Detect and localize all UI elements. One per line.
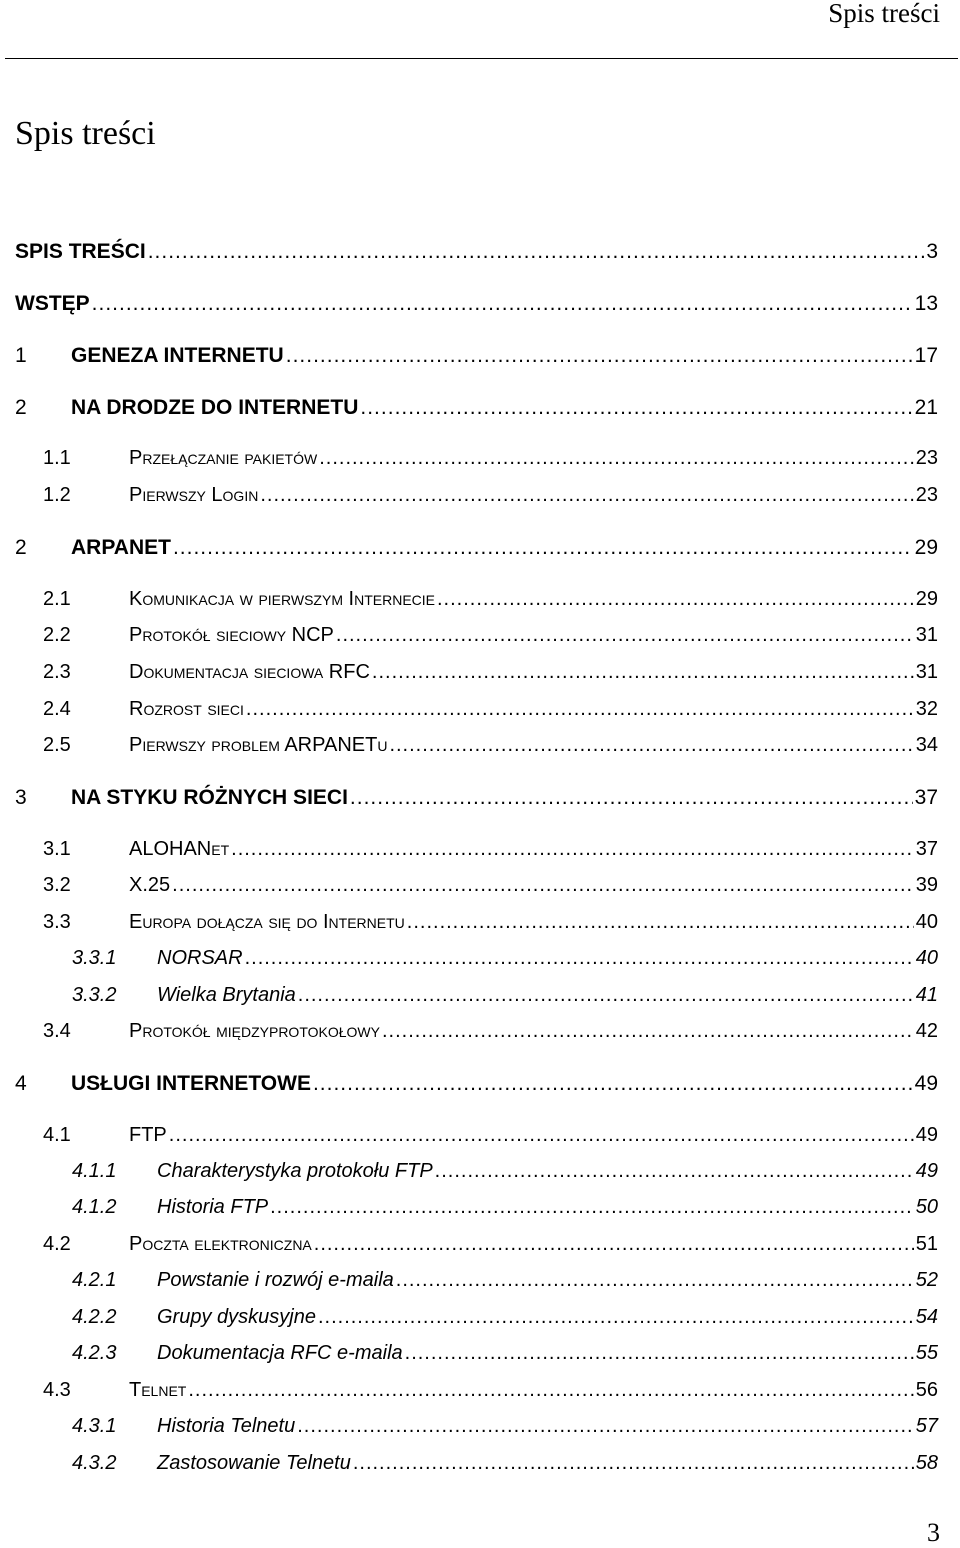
dot-leader bbox=[246, 698, 914, 721]
toc-entry-number: 1 bbox=[15, 344, 27, 367]
dot-leader bbox=[435, 1160, 914, 1183]
toc-entry-number: 4.2.1 bbox=[72, 1269, 117, 1291]
toc-entry-title: Pierwszy problem ARPANETu bbox=[129, 734, 388, 756]
toc-entry[interactable] bbox=[15, 874, 938, 904]
dot-leader bbox=[173, 536, 913, 560]
toc-entry-title: SPIS TREŚCI bbox=[15, 240, 146, 263]
toc-entry-number: 3.3.2 bbox=[72, 984, 117, 1006]
dot-leader bbox=[319, 447, 914, 470]
toc-entry-page: 29 bbox=[914, 536, 938, 559]
toc-entry[interactable] bbox=[15, 588, 938, 618]
dot-leader bbox=[231, 838, 914, 861]
toc-entry[interactable] bbox=[15, 396, 938, 426]
toc-entry-number: 4.3.1 bbox=[72, 1415, 117, 1437]
toc-entry[interactable] bbox=[15, 698, 938, 728]
toc-entry-page: 31 bbox=[915, 624, 938, 646]
toc-entry-number: 3.2 bbox=[43, 874, 71, 896]
toc-entry-title: Dokumentacja RFC e-maila bbox=[157, 1342, 403, 1364]
toc-entry[interactable] bbox=[15, 1415, 938, 1445]
toc-entry-title: Powstanie i rozwój e-maila bbox=[157, 1269, 394, 1291]
page-number: 3 bbox=[927, 1518, 940, 1547]
dot-leader bbox=[270, 1196, 914, 1219]
toc-entry-number: 2.4 bbox=[43, 698, 71, 720]
dot-leader bbox=[396, 1269, 914, 1292]
toc-entry-number: 1.2 bbox=[43, 484, 71, 506]
toc-entry[interactable] bbox=[15, 1196, 938, 1226]
dot-leader bbox=[437, 588, 914, 611]
toc-entry-page: 50 bbox=[915, 1196, 938, 1218]
toc-entry-page: 31 bbox=[915, 661, 938, 683]
dot-leader bbox=[169, 1124, 914, 1147]
toc-entry-title: NA STYKU RÓŻNYCH SIECI bbox=[71, 786, 348, 809]
dot-leader bbox=[336, 624, 914, 647]
dot-leader bbox=[389, 734, 913, 757]
toc-entry[interactable] bbox=[15, 1306, 938, 1336]
toc-entry[interactable] bbox=[15, 1020, 938, 1050]
toc-entry[interactable] bbox=[15, 536, 938, 566]
dot-leader bbox=[407, 911, 914, 934]
toc-entry-title: Przełączanie pakietów bbox=[129, 447, 318, 469]
toc-entry-page: 21 bbox=[914, 396, 938, 419]
toc-entry[interactable] bbox=[15, 1379, 938, 1409]
toc-entry-page: 23 bbox=[915, 484, 938, 506]
toc-entry-page: 40 bbox=[915, 947, 938, 969]
toc-entry[interactable] bbox=[15, 1452, 938, 1482]
dot-leader bbox=[313, 1072, 913, 1096]
toc-entry-page: 37 bbox=[914, 786, 938, 809]
toc-entry-page: 23 bbox=[915, 447, 938, 469]
toc-entry-number: 2 bbox=[15, 396, 27, 419]
toc-entry-number: 3.3 bbox=[43, 911, 71, 933]
toc-entry[interactable] bbox=[15, 447, 938, 477]
toc-entry-page: 49 bbox=[915, 1160, 938, 1182]
toc-entry-page: 49 bbox=[914, 1072, 938, 1095]
toc-entry[interactable] bbox=[15, 1072, 938, 1102]
toc-entry-number: 4.2 bbox=[43, 1233, 71, 1255]
toc-entry[interactable] bbox=[15, 661, 938, 691]
toc-entry-page: 37 bbox=[915, 838, 938, 860]
toc-entry[interactable] bbox=[15, 292, 938, 322]
toc-entry-title: ARPANET bbox=[71, 536, 171, 559]
toc-entry-page: 32 bbox=[915, 698, 938, 720]
toc-entry[interactable] bbox=[15, 484, 938, 514]
toc-entry-title: Rozrost sieci bbox=[129, 698, 244, 720]
dot-leader bbox=[297, 1415, 914, 1438]
toc-entry[interactable] bbox=[15, 1160, 938, 1190]
toc-entry-title: Dokumentacja sieciowa RFC bbox=[129, 661, 370, 683]
dot-leader bbox=[350, 786, 913, 810]
dot-leader bbox=[172, 874, 914, 897]
running-header: Spis treści bbox=[828, 0, 940, 28]
toc-entry[interactable] bbox=[15, 1342, 938, 1372]
toc-entry[interactable] bbox=[15, 1124, 938, 1154]
toc-entry-number: 3.3.1 bbox=[72, 947, 117, 969]
dot-leader bbox=[245, 947, 914, 970]
dot-leader bbox=[318, 1306, 914, 1329]
toc-entry-title: Europa dołącza się do Internetu bbox=[129, 911, 405, 933]
toc-entry[interactable] bbox=[15, 1269, 938, 1299]
toc-entry-title: GENEZA INTERNETU bbox=[71, 344, 284, 367]
toc-entry-title: Pierwszy Login bbox=[129, 484, 259, 506]
toc-entry[interactable] bbox=[15, 240, 938, 270]
toc-entry-number: 4.1.2 bbox=[72, 1196, 117, 1218]
toc-entry-page: 51 bbox=[915, 1233, 938, 1255]
toc-entry-number: 2.2 bbox=[43, 624, 71, 646]
toc-entry-page: 58 bbox=[915, 1452, 938, 1474]
toc-entry[interactable] bbox=[15, 984, 938, 1014]
dot-leader bbox=[382, 1020, 914, 1043]
toc-entry-number: 4.3.2 bbox=[72, 1452, 117, 1474]
toc-entry[interactable] bbox=[15, 344, 938, 374]
toc-entry-page: 40 bbox=[915, 911, 938, 933]
dot-leader bbox=[148, 240, 925, 264]
toc-entry-number: 3.4 bbox=[43, 1020, 71, 1042]
toc-entry-title: Historia Telnetu bbox=[157, 1415, 296, 1437]
toc-entry-number: 2 bbox=[15, 536, 27, 559]
toc-entry-number: 2.1 bbox=[43, 588, 71, 610]
toc-entry-number: 4.1.1 bbox=[72, 1160, 117, 1182]
dot-leader bbox=[286, 344, 913, 368]
toc-entry-title: Zastosowanie Telnetu bbox=[157, 1452, 351, 1474]
dot-leader bbox=[360, 396, 912, 420]
toc-entry-number: 1.1 bbox=[43, 447, 71, 469]
dot-leader bbox=[298, 984, 914, 1007]
toc-entry-number: 2.5 bbox=[43, 734, 71, 756]
toc-entry-title: Telnet bbox=[129, 1379, 187, 1401]
toc-entry-title: Grupy dyskusyjne bbox=[157, 1306, 316, 1328]
dot-leader bbox=[188, 1379, 913, 1402]
toc-entry-page: 29 bbox=[915, 588, 938, 610]
toc-entry-title: Charakterystyka protokołu FTP bbox=[157, 1160, 433, 1182]
header-rule bbox=[5, 58, 958, 59]
toc-entry-title: Komunikacja w pierwszym Internecie bbox=[129, 588, 435, 610]
toc-entry-title: Historia FTP bbox=[157, 1196, 269, 1218]
toc-entry-page: 39 bbox=[915, 874, 938, 896]
toc-entry-number: 4.3 bbox=[43, 1379, 71, 1401]
toc-entry-number: 3.1 bbox=[43, 838, 71, 860]
toc-entry-page: 34 bbox=[915, 734, 938, 756]
toc-entry-page: 49 bbox=[915, 1124, 938, 1146]
toc-entry-page: 56 bbox=[915, 1379, 938, 1401]
toc-entry-number: 3 bbox=[15, 786, 27, 809]
dot-leader bbox=[260, 484, 913, 507]
toc-entry[interactable] bbox=[15, 947, 938, 977]
toc-entry[interactable] bbox=[15, 838, 938, 868]
toc-entry-title: Poczta elektroniczna bbox=[129, 1233, 312, 1255]
toc-entry-number: 4.2.2 bbox=[72, 1306, 117, 1328]
dot-leader bbox=[353, 1452, 914, 1475]
toc-entry-page: 42 bbox=[915, 1020, 938, 1042]
toc-entry-title: NA DRODZE DO INTERNETU bbox=[71, 396, 359, 419]
toc-entry-page: 17 bbox=[914, 344, 938, 367]
toc-entry[interactable] bbox=[15, 786, 938, 816]
toc-entry-title: Wielka Brytania bbox=[157, 984, 296, 1006]
toc-entry-page: 55 bbox=[915, 1342, 938, 1364]
toc-entry-title: Protokół międzyprotokołowy bbox=[129, 1020, 380, 1042]
toc-entry-number: 4.1 bbox=[43, 1124, 71, 1146]
page-title: Spis treści bbox=[15, 115, 156, 152]
toc-entry-title: WSTĘP bbox=[15, 292, 90, 315]
toc-entry-number: 4.2.3 bbox=[72, 1342, 117, 1364]
toc-entry-number: 4 bbox=[15, 1072, 27, 1095]
toc-entry-page: 52 bbox=[915, 1269, 938, 1291]
toc-entry[interactable] bbox=[15, 1233, 938, 1263]
toc-entry-page: 57 bbox=[915, 1415, 938, 1437]
dot-leader bbox=[92, 292, 913, 316]
toc-entry-title: X.25 bbox=[129, 874, 171, 896]
dot-leader bbox=[405, 1342, 914, 1365]
toc-entry-title: USŁUGI INTERNETOWE bbox=[71, 1072, 311, 1095]
toc-entry-title: Protokół sieciowy NCP bbox=[129, 624, 334, 646]
dot-leader bbox=[372, 661, 914, 684]
toc-entry-title: NORSAR bbox=[157, 947, 243, 969]
toc-entry-number: 2.3 bbox=[43, 661, 71, 683]
toc-entry-page: 13 bbox=[914, 292, 938, 315]
toc-entry-title: ALOHANet bbox=[129, 838, 230, 860]
toc-entry-page: 3 bbox=[926, 240, 938, 263]
toc-entry[interactable] bbox=[15, 911, 938, 941]
toc-entry[interactable] bbox=[15, 624, 938, 654]
toc-entry-page: 54 bbox=[915, 1306, 938, 1328]
dot-leader bbox=[314, 1233, 914, 1256]
toc-entry-title: FTP bbox=[129, 1124, 167, 1146]
toc-entry[interactable] bbox=[15, 734, 938, 764]
toc-entry-page: 41 bbox=[915, 984, 938, 1006]
